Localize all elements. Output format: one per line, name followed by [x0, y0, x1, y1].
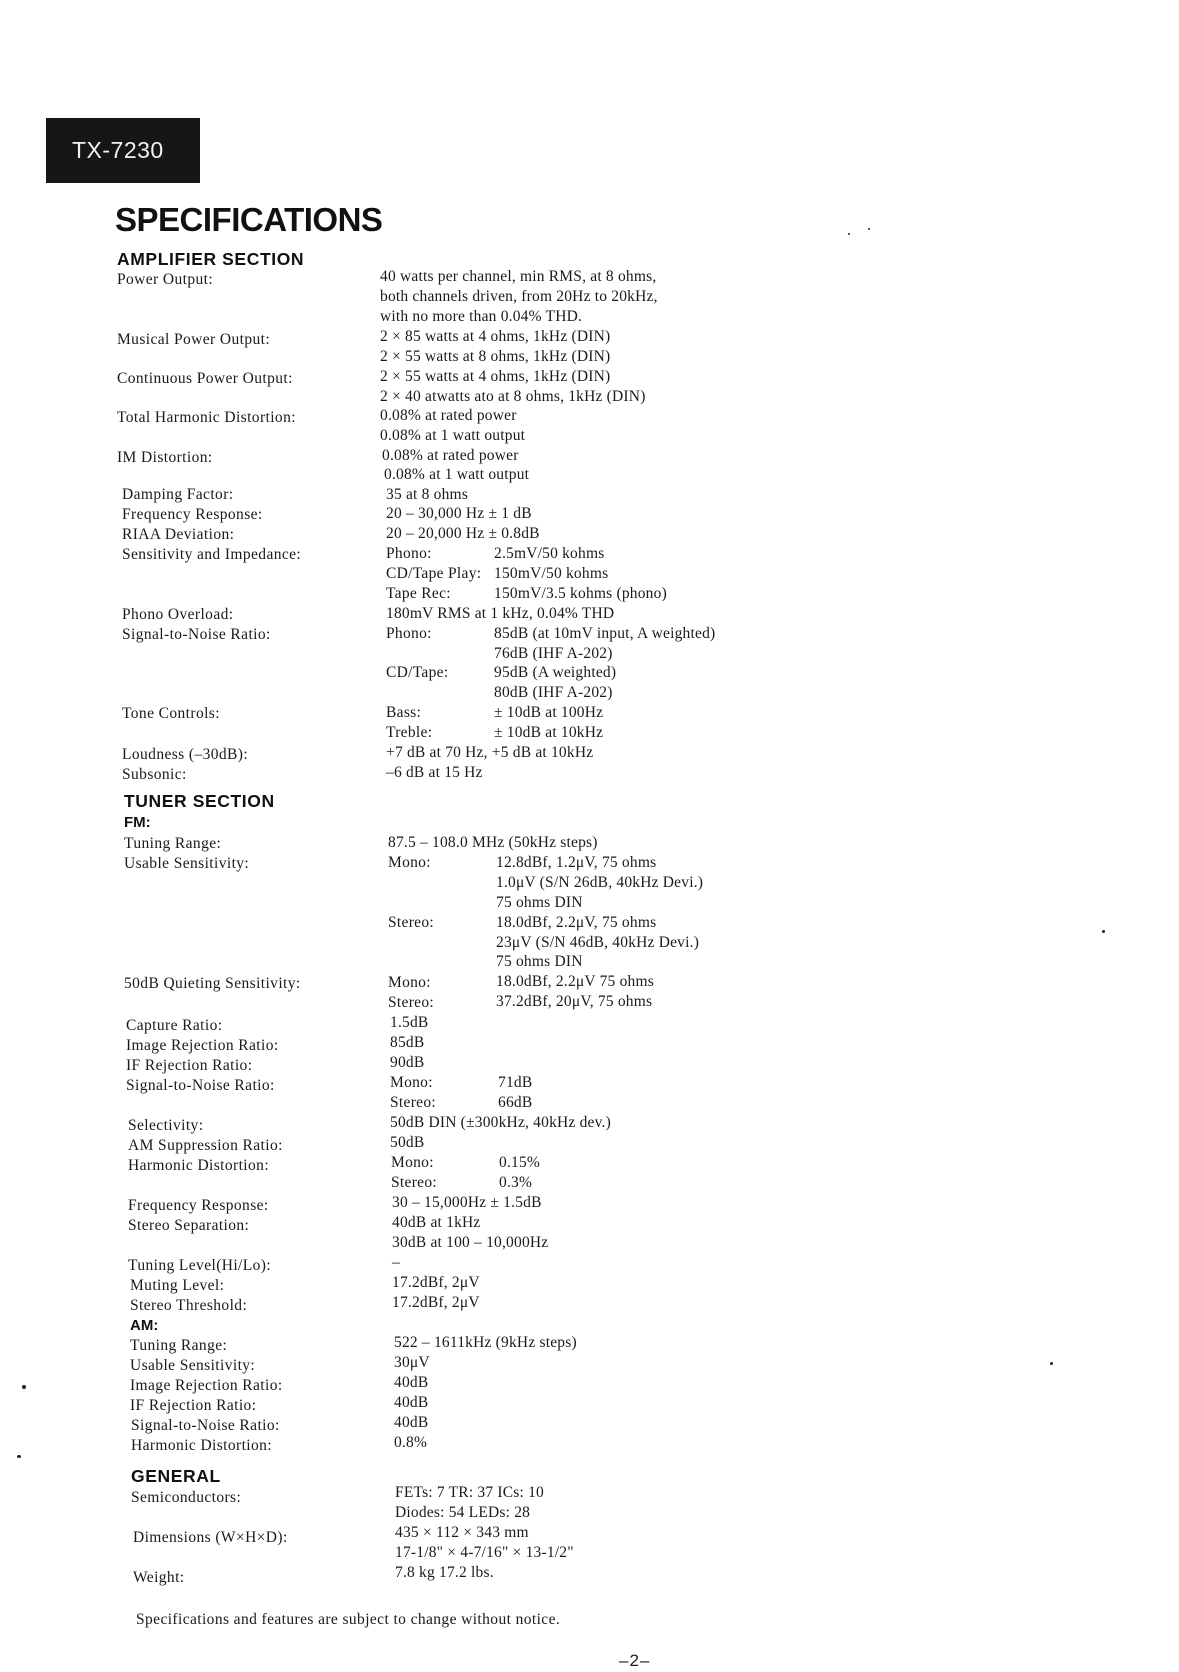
thd-line: 0.08% at rated power [380, 407, 517, 424]
fm-usable-sensitivity-label: Usable Sensitivity: [124, 855, 250, 872]
am-harmonic-value: 0.8% [394, 1434, 428, 1451]
usable-mono-line: 12.8dBf, 1.2μV, 75 ohms [496, 854, 657, 871]
sensitivity-impedance-label: Sensitivity and Impedance: [122, 546, 302, 563]
quieting-mono-key: Mono: [388, 974, 431, 991]
loudness-label: Loudness (–30dB): [122, 746, 249, 763]
am-snr-label: Signal-to-Noise Ratio: [131, 1417, 280, 1434]
scan-speck [22, 1385, 26, 1389]
am-tuning-range-label: Tuning Range: [130, 1337, 228, 1354]
fm-frequency-response-label: Frequency Response: [128, 1197, 269, 1214]
fm-harmonic-label: Harmonic Distortion: [128, 1157, 270, 1174]
am-suppression-value: 50dB [390, 1134, 425, 1151]
damping-factor-value: 35 at 8 ohms [386, 486, 469, 503]
subsonic-label: Subsonic: [122, 766, 187, 783]
semiconductors-line: FETs: 7 TR: 37 ICs: 10 [395, 1484, 545, 1501]
im-distortion-label: IM Distortion: [117, 449, 213, 466]
loudness-value: +7 dB at 70 Hz, +5 dB at 10kHz [386, 744, 594, 761]
am-image-rejection-label: Image Rejection Ratio: [130, 1377, 283, 1394]
power-output-line: both channels driven, from 20Hz to 20kHz, [380, 288, 658, 305]
am-if-rejection-value: 40dB [394, 1394, 429, 1411]
snr-cd-key: CD/Tape: [386, 664, 449, 681]
semiconductors-line: Diodes: 54 LEDs: 28 [395, 1504, 531, 1521]
if-rejection-label: IF Rejection Ratio: [126, 1057, 253, 1074]
tone-bass-key: Bass: [386, 704, 422, 721]
sensitivity-key: Phono: [386, 545, 432, 562]
quieting-sensitivity-label: 50dB Quieting Sensitivity: [124, 975, 301, 992]
riaa-deviation-label: RIAA Deviation: [122, 526, 235, 543]
stereo-separation-line: 40dB at 1kHz [392, 1214, 481, 1231]
fm-snr-mono-value: 71dB [498, 1074, 533, 1091]
frequency-response-value: 20 – 30,000 Hz ± 1 dB [386, 505, 532, 522]
power-output-line: 40 watts per channel, min RMS, at 8 ohms, [380, 268, 657, 285]
footer-note: Specifications and features are subject to change without notice. [136, 1611, 561, 1628]
semiconductors-label: Semiconductors: [131, 1489, 242, 1506]
musical-power-line: 2 × 85 watts at 4 ohms, 1kHz (DIN) [380, 328, 611, 345]
stereo-separation-label: Stereo Separation: [128, 1217, 250, 1234]
fm-tuning-range-label: Tuning Range: [124, 835, 222, 852]
am-suppression-label: AM Suppression Ratio: [128, 1137, 283, 1154]
page-number: –2– [619, 1651, 651, 1670]
scan-speck [868, 228, 870, 230]
tuner-section-heading: TUNER SECTION [124, 791, 275, 811]
fm-harmonic-stereo-key: Stereo: [391, 1174, 438, 1191]
fm-harmonic-mono-value: 0.15% [499, 1154, 541, 1171]
fm-frequency-response-value: 30 – 15,000Hz ± 1.5dB [392, 1194, 542, 1211]
am-image-rejection-value: 40dB [394, 1374, 429, 1391]
tone-treble-key: Treble: [386, 724, 433, 741]
snr-phono-line: 85dB (at 10mV input, A weighted) [494, 625, 716, 642]
thd-label: Total Harmonic Distortion: [117, 409, 296, 426]
phono-overload-label: Phono Overload: [122, 606, 234, 623]
quieting-mono-value: 18.0dBf, 2.2μV 75 ohms [496, 973, 654, 990]
page-title: SPECIFICATIONS [115, 201, 383, 238]
usable-mono-key: Mono: [388, 854, 431, 871]
am-tuning-range-value: 522 – 1611kHz (9kHz steps) [394, 1334, 577, 1351]
damping-factor-label: Damping Factor: [122, 486, 234, 503]
fm-subheading: FM: [124, 814, 151, 831]
snr-label: Signal-to-Noise Ratio: [122, 626, 271, 643]
quieting-stereo-key: Stereo: [388, 994, 435, 1011]
am-snr-value: 40dB [394, 1414, 429, 1431]
model-tab: TX-7230 [46, 118, 200, 183]
subsonic-value: –6 dB at 15 Hz [386, 764, 483, 781]
stereo-threshold-value: 17.2dBf, 2μV [392, 1294, 480, 1311]
sensitivity-key: Tape Rec: [386, 585, 451, 602]
quieting-stereo-value: 37.2dBf, 20μV, 75 ohms [496, 993, 653, 1010]
usable-stereo-line: 18.0dBf, 2.2μV, 75 ohms [496, 914, 657, 931]
amplifier-section-heading: AMPLIFIER SECTION [117, 249, 305, 269]
im-distortion-line: 0.08% at rated power [382, 447, 519, 464]
usable-mono-line: 1.0μV (S/N 26dB, 40kHz Devi.) [496, 874, 704, 891]
dimensions-label: Dimensions (W×H×D): [133, 1529, 288, 1546]
tone-bass-value: ± 10dB at 100Hz [494, 704, 604, 721]
am-subheading: AM: [130, 1317, 159, 1334]
thd-line: 0.08% at 1 watt output [380, 427, 526, 444]
capture-ratio-label: Capture Ratio: [126, 1017, 223, 1034]
scan-speck [17, 1455, 21, 1458]
snr-phono-line: 76dB (IHF A-202) [494, 645, 613, 662]
sensitivity-value: 150mV/3.5 kohms (phono) [494, 585, 667, 602]
power-output-line: with no more than 0.04% THD. [380, 308, 583, 325]
image-rejection-value: 85dB [390, 1034, 425, 1051]
weight-label: Weight: [133, 1569, 185, 1586]
musical-power-label: Musical Power Output: [117, 331, 271, 348]
fm-snr-label: Signal-to-Noise Ratio: [126, 1077, 275, 1094]
im-distortion-line: 0.08% at 1 watt output [384, 466, 530, 483]
image-rejection-label: Image Rejection Ratio: [126, 1037, 279, 1054]
weight-value: 7.8 kg 17.2 lbs. [395, 1564, 494, 1581]
phono-overload-value: 180mV RMS at 1 kHz, 0.04% THD [386, 605, 615, 622]
fm-tuning-range-value: 87.5 – 108.0 MHz (50kHz steps) [388, 834, 598, 851]
usable-mono-line: 75 ohms DIN [496, 894, 583, 911]
fm-snr-stereo-key: Stereo: [390, 1094, 437, 1111]
snr-cd-line: 95dB (A weighted) [494, 664, 617, 681]
tuning-level-value: – [392, 1254, 400, 1271]
musical-power-line: 2 × 55 watts at 8 ohms, 1kHz (DIN) [380, 348, 611, 365]
if-rejection-value: 90dB [390, 1054, 425, 1071]
am-if-rejection-label: IF Rejection Ratio: [130, 1397, 257, 1414]
selectivity-label: Selectivity: [128, 1117, 204, 1134]
tone-treble-value: ± 10dB at 10kHz [494, 724, 604, 741]
sensitivity-value: 2.5mV/50 kohms [494, 545, 605, 562]
capture-ratio-value: 1.5dB [390, 1014, 429, 1031]
tuning-level-label: Tuning Level(Hi/Lo): [128, 1257, 272, 1274]
scan-speck [1050, 1362, 1053, 1365]
dimensions-line: 17-1/8" × 4-7/16" × 13-1/2" [395, 1544, 574, 1561]
sensitivity-value: 150mV/50 kohms [494, 565, 609, 582]
continuous-power-line: 2 × 40 atwatts ato at 8 ohms, 1kHz (DIN) [380, 388, 646, 405]
usable-stereo-line: 23μV (S/N 46dB, 40kHz Devi.) [496, 934, 700, 951]
am-harmonic-label: Harmonic Distortion: [131, 1437, 273, 1454]
usable-stereo-key: Stereo: [388, 914, 435, 931]
fm-harmonic-mono-key: Mono: [391, 1154, 434, 1171]
fm-snr-stereo-value: 66dB [498, 1094, 533, 1111]
am-usable-sensitivity-value: 30μV [394, 1354, 430, 1371]
fm-snr-mono-key: Mono: [390, 1074, 433, 1091]
usable-stereo-line: 75 ohms DIN [496, 953, 583, 970]
stereo-threshold-label: Stereo Threshold: [130, 1297, 248, 1314]
scan-speck [848, 233, 850, 235]
am-usable-sensitivity-label: Usable Sensitivity: [130, 1357, 256, 1374]
power-output-label: Power Output: [117, 271, 214, 288]
riaa-deviation-value: 20 – 20,000 Hz ± 0.8dB [386, 525, 540, 542]
dimensions-line: 435 × 112 × 343 mm [395, 1524, 529, 1541]
tone-controls-label: Tone Controls: [122, 705, 220, 722]
sensitivity-key: CD/Tape Play: [386, 565, 482, 582]
fm-harmonic-stereo-value: 0.3% [499, 1174, 533, 1191]
continuous-power-label: Continuous Power Output: [117, 370, 293, 387]
muting-level-label: Muting Level: [130, 1277, 225, 1294]
snr-phono-key: Phono: [386, 625, 432, 642]
general-section-heading: GENERAL [131, 1466, 221, 1486]
scan-speck [1102, 930, 1105, 933]
stereo-separation-line: 30dB at 100 – 10,000Hz [392, 1234, 549, 1251]
selectivity-value: 50dB DIN (±300kHz, 40kHz dev.) [390, 1114, 611, 1131]
continuous-power-line: 2 × 55 watts at 4 ohms, 1kHz (DIN) [380, 368, 611, 385]
muting-level-value: 17.2dBf, 2μV [392, 1274, 480, 1291]
snr-cd-line: 80dB (IHF A-202) [494, 684, 613, 701]
frequency-response-label: Frequency Response: [122, 506, 263, 523]
